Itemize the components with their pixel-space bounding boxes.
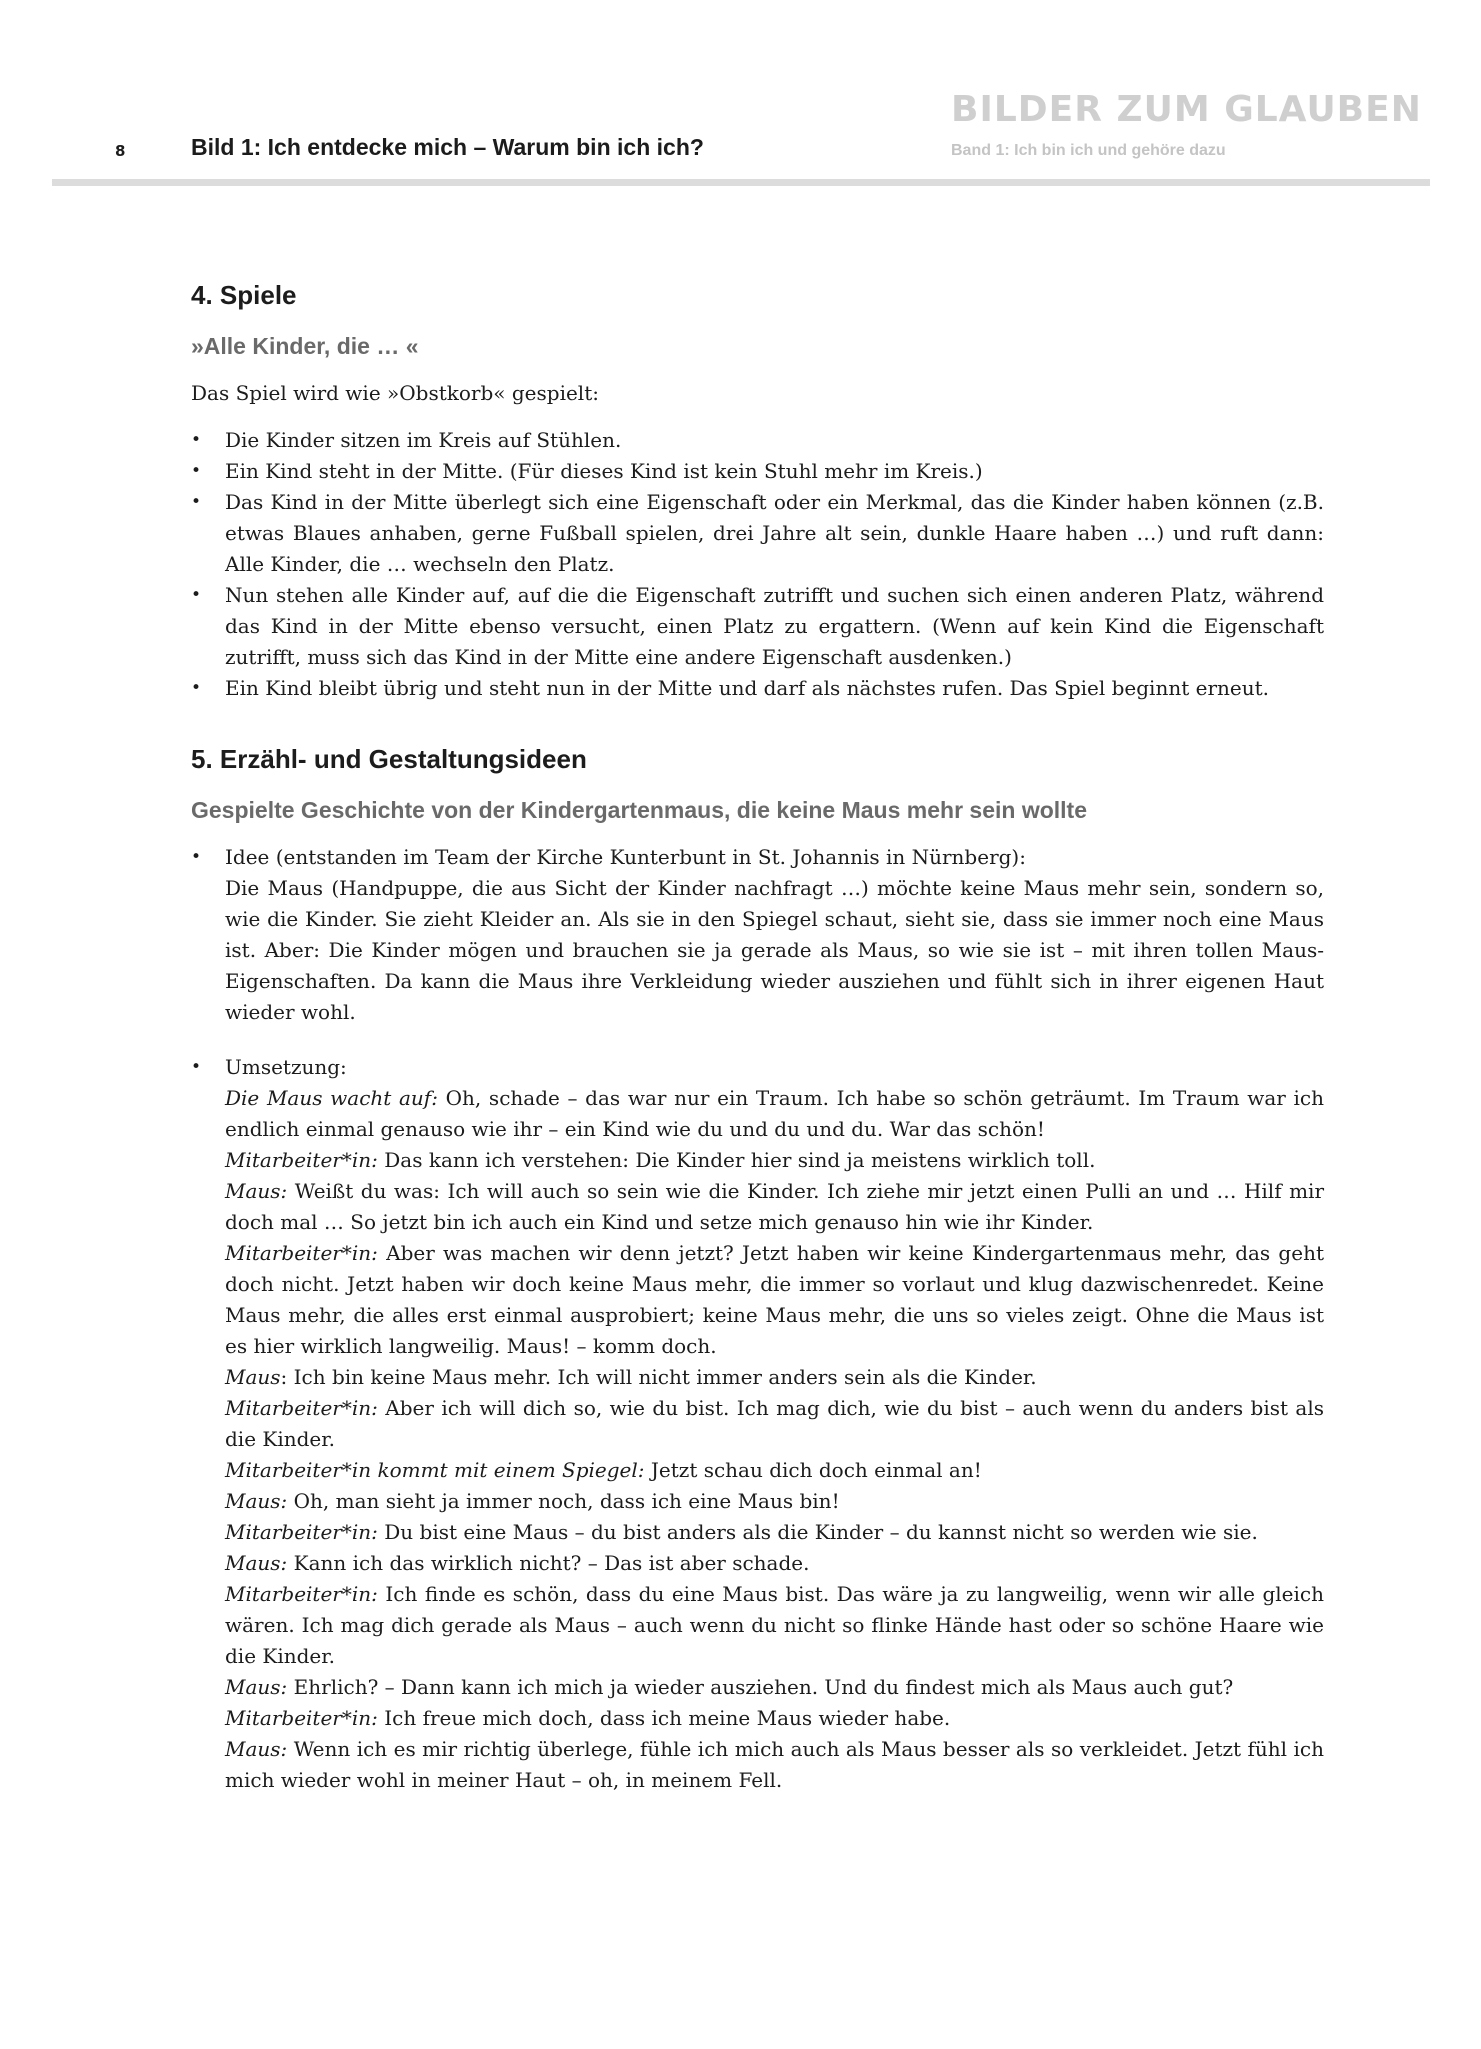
dialogue-line bbox=[225, 1734, 1324, 1796]
game-intro: Das Spiel wird wie »Obstkorb« gespielt: bbox=[191, 381, 599, 405]
speaker: Mitarbeiter*in: bbox=[225, 1148, 378, 1172]
idea-label: • Idee (entstanden im Team der Kirche Kunterbunt in St. Johannis in Nürnberg): bbox=[225, 845, 1026, 869]
brand-subtitle: Band 1: Ich bin ich und gehöre dazu bbox=[951, 142, 1226, 159]
speaker: Maus: bbox=[225, 1179, 288, 1203]
speaker: Mitarbeiter*in: bbox=[225, 1582, 378, 1606]
line-text: Ich freue mich doch, dass ich meine Maus wieder habe. bbox=[377, 1706, 951, 1730]
dialogue-line bbox=[225, 1455, 1324, 1486]
dialogue-line bbox=[225, 1238, 1324, 1362]
dialogue-line bbox=[225, 1548, 1324, 1579]
speaker: Mitarbeiter*in: bbox=[225, 1706, 378, 1730]
speaker: Maus: bbox=[225, 1675, 288, 1699]
line-text: : Ich bin keine Maus mehr. Ich will nicht immer anders sein als die Kinder. bbox=[280, 1365, 1037, 1389]
line-text: Weißt du was: Ich will auch so sein wie die Kinder. Ich ziehe mir jetzt einen Pulli an und … Hilf mir doch mal … So jetzt bin ich auch ein Kind und setze mich genauso hin wie ihr Kinder. bbox=[225, 1179, 1324, 1234]
header-divider bbox=[52, 179, 1430, 186]
line-text: Oh, schade – das war nur ein Traum. Ich habe so schön geträumt. Im Traum war ich endlich einmal genauso wie ihr – ein Kind wie du und du und du. War das schön! bbox=[225, 1086, 1324, 1141]
game-title: »Alle Kinder, die … « bbox=[191, 333, 419, 359]
dialogue-line bbox=[225, 1517, 1324, 1548]
line-text: Jetzt schau dich doch einmal an! bbox=[644, 1458, 982, 1482]
game-rules-list bbox=[191, 425, 1324, 704]
running-title: Bild 1: Ich entdecke mich – Warum bin ich ich? bbox=[191, 134, 704, 160]
speaker: Mitarbeiter*in: bbox=[225, 1520, 378, 1544]
speaker: Mitarbeiter*in: bbox=[225, 1241, 378, 1265]
list-item-implementation bbox=[191, 1052, 1324, 1796]
speaker: Mitarbeiter*in kommt mit einem Spiegel: bbox=[225, 1458, 645, 1482]
line-text: Wenn ich es mir richtig überlege, fühle ich mich auch als Maus besser als so verkleidet. Jetzt fühl ich mich wieder wohl in meiner Haut – oh, in meinem Fell. bbox=[225, 1737, 1324, 1792]
line-text: Aber ich will dich so, wie du bist. Ich mag dich, wie du bist – auch wenn du anders bist als die Kinder. bbox=[225, 1396, 1324, 1451]
speaker: Maus: bbox=[225, 1737, 288, 1761]
list-item: • Das Kind in der Mitte überlegt sich eine Eigenschaft oder ein Merkmal, das die Kinder haben können (z.B. etwas Blaues anhaben, gerne Fußball spielen, drei Jahre alt sein, dunkle Haare haben …) und ruft dann: Alle Kinder, die … wechseln den Platz. bbox=[191, 487, 1324, 580]
page-number: 8 bbox=[115, 142, 126, 160]
list-item-idea bbox=[191, 842, 1324, 1028]
list-item: • Ein Kind steht in der Mitte. (Für dieses Kind ist kein Stuhl mehr im Kreis.) bbox=[191, 456, 1324, 487]
list-item: • Die Kinder sitzen im Kreis auf Stühlen. bbox=[191, 425, 1324, 456]
dialogue-line bbox=[225, 1703, 1324, 1734]
dialogue-line bbox=[225, 1176, 1324, 1238]
line-text: Ehrlich? – Dann kann ich mich ja wieder ausziehen. Und du findest mich als Maus auch gut? bbox=[287, 1675, 1234, 1699]
dialogue-line bbox=[225, 1393, 1324, 1455]
list-item: • Ein Kind bleibt übrig und steht nun in der Mitte und darf als nächstes rufen. Das Spiel beginnt erneut. bbox=[191, 673, 1324, 704]
list-item: • Nun stehen alle Kinder auf, auf die die Eigenschaft zutrifft und suchen sich einen anderen Platz, während das Kind in der Mitte ebenso versucht, einen Platz zu ergattern. (Wenn auf kein Kind die Eigenschaft zutrifft, muss sich das Kind in der Mitte eine andere Eigenschaft ausdenken.) bbox=[191, 580, 1324, 673]
line-text: Aber was machen wir denn jetzt? Jetzt haben wir keine Kindergartenmaus mehr, das geht doch nicht. Jetzt haben wir doch keine Maus mehr, die immer so vorlaut und klug dazwischenredet. Keine Maus mehr, die alles erst einmal ausprobiert; keine Maus mehr, die uns so vieles zeigt. Ohne die Maus ist es hier wirklich langweilig. Maus! – komm doch. bbox=[225, 1241, 1324, 1358]
speaker: Maus bbox=[225, 1365, 281, 1389]
line-text: Das kann ich verstehen: Die Kinder hier sind ja meistens wirklich toll. bbox=[377, 1148, 1096, 1172]
page-content bbox=[191, 278, 1324, 1796]
idea-text: Die Maus (Handpuppe, die aus Sicht der Kinder nachfragt …) möchte keine Maus mehr sein, sondern so, wie die Kinder. Sie zieht Kleider an. Als sie in den Spiegel schaut, sieht sie, dass sie immer noch eine Maus ist. Aber: Die Kinder mögen und brauchen sie ja gerade als Maus, so wie sie ist – mit ihren tollen Maus-Eigenschaften. Da kann die Maus ihre Verkleidung wieder ausziehen und fühlt sich in ihrer eigenen Haut wieder wohl. bbox=[225, 876, 1324, 1024]
dialogue-line bbox=[225, 1362, 1324, 1393]
dialogue bbox=[225, 1083, 1324, 1796]
dialogue-line bbox=[225, 1672, 1324, 1703]
line-text: Oh, man sieht ja immer noch, dass ich eine Maus bin! bbox=[287, 1489, 840, 1513]
story-list bbox=[191, 842, 1324, 1796]
section-heading-spiele: 4. Spiele bbox=[191, 280, 297, 310]
section-heading-ideen: 5. Erzähl- und Gestaltungsideen bbox=[191, 744, 587, 774]
line-text: Ich finde es schön, dass du eine Maus bist. Das wäre ja zu langweilig, wenn wir alle gleich wären. Ich mag dich gerade als Maus – auch wenn du nicht so flinke Hände hast oder so schöne Haare wie die Kinder. bbox=[225, 1582, 1324, 1668]
dialogue-line bbox=[225, 1486, 1324, 1517]
speaker: Maus: bbox=[225, 1489, 288, 1513]
dialogue-line bbox=[225, 1145, 1324, 1176]
dialogue-line bbox=[225, 1083, 1324, 1145]
line-text: Du bist eine Maus – du bist anders als die Kinder – du kannst nicht so werden wie sie. bbox=[377, 1520, 1258, 1544]
implementation-label: • Umsetzung: bbox=[225, 1055, 347, 1079]
dialogue-line bbox=[225, 1579, 1324, 1672]
brand-title: BILDER ZUM GLAUBEN bbox=[951, 89, 1422, 130]
story-title: Gespielte Geschichte von der Kindergartenmaus, die keine Maus mehr sein wollte bbox=[191, 797, 1088, 823]
speaker: Maus: bbox=[225, 1551, 288, 1575]
speaker: Die Maus wacht auf: bbox=[225, 1086, 438, 1110]
line-text: Kann ich das wirklich nicht? – Das ist aber schade. bbox=[287, 1551, 810, 1575]
speaker: Mitarbeiter*in: bbox=[225, 1396, 378, 1420]
